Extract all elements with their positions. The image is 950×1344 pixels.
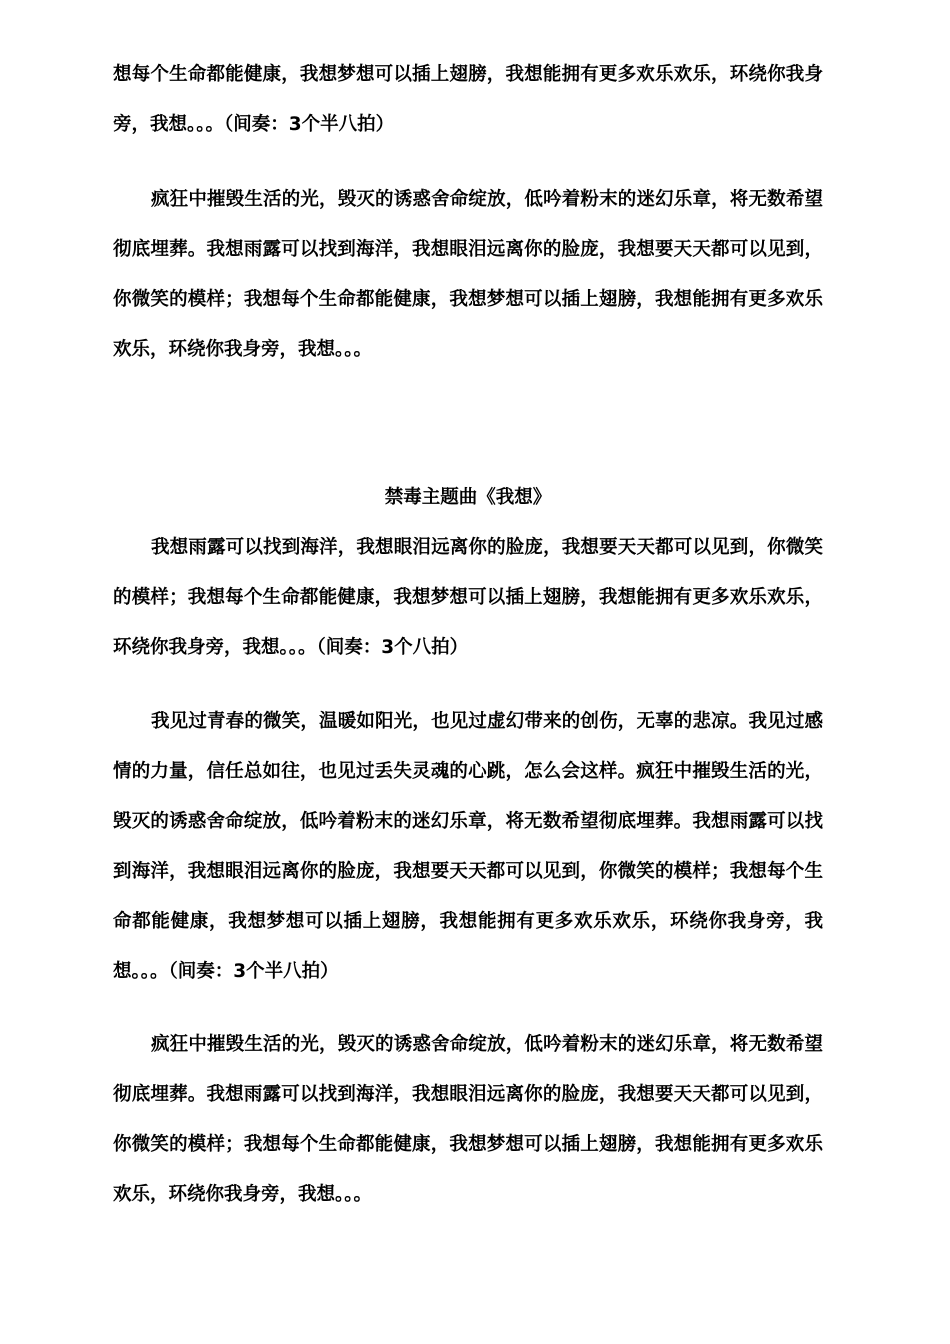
lyrics-paragraph-2: 我见过青春的微笑，温暖如阳光，也见过虚幻带来的创伤，无辜的悲凉。我见过感情的力量，信任总如往，也见过丢失灵魂的心跳，怎么会这样。疯狂中摧毁生活的光，毁灭的诱惑舍命绽放，低吟着粉末的迷幻乐章，将无数希望彻底埋葬。我想雨露可以找到海洋，我想眼泪远离你的脸庞，我想要天天都可以见到，你微笑的模样；我想每个生命都能健康，我想梦想可以插上翅膀，我想能拥有更多欢乐欢乐，环绕你我身旁，我想。。。（间奏：3个半八拍） [113,711,823,982]
song-title: 禁毒主题曲《我想》 [384,487,552,508]
lyrics-fragment-continued: 想每个生命都能健康，我想梦想可以插上翅膀，我想能拥有更多欢乐欢乐，环绕你我身旁，我想。。。（间奏：3个半八拍） [113,64,823,135]
lyrics-paragraph-1: 我想雨露可以找到海洋，我想眼泪远离你的脸庞，我想要天天都可以见到，你微笑的模样；我想每个生命都能健康，我想梦想可以插上翅膀，我想能拥有更多欢乐欢乐，环绕你我身旁，我想。。。（间奏：3个八拍） [113,537,823,658]
lyrics-paragraph-3: 疯狂中摧毁生活的光，毁灭的诱惑舍命绽放，低吟着粉末的迷幻乐章，将无数希望彻底埋葬。我想雨露可以找到海洋，我想眼泪远离你的脸庞，我想要天天都可以见到，你微笑的模样；我想每个生命都能健康，我想梦想可以插上翅膀，我想能拥有更多欢乐欢乐，环绕你我身旁，我想。。。 [113,1034,823,1205]
lyrics-paragraph-top: 疯狂中摧毁生活的光，毁灭的诱惑舍命绽放，低吟着粉末的迷幻乐章，将无数希望彻底埋葬。我想雨露可以找到海洋，我想眼泪远离你的脸庞，我想要天天都可以见到，你微笑的模样；我想每个生命都能健康，我想梦想可以插上翅膀，我想能拥有更多欢乐欢乐，环绕你我身旁，我想。。。 [113,189,823,360]
